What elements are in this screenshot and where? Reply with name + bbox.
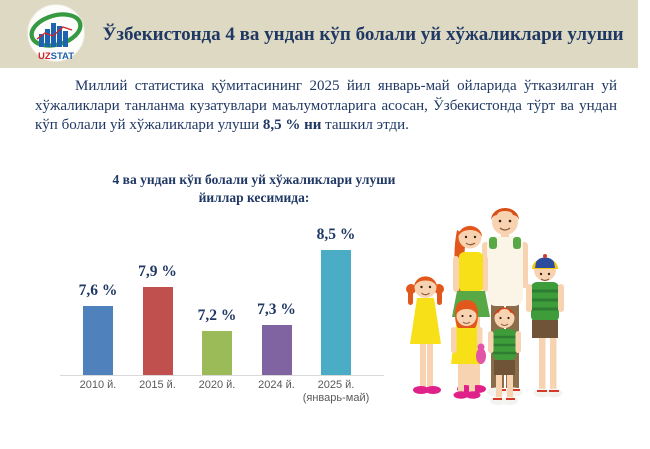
intro-bold-value: 8,5 % ни (262, 117, 322, 133)
bar-2025 й. (321, 250, 351, 375)
chart-title-line1: 4 ва ундан кўп болали уй хўжаликлари улуши (112, 172, 396, 187)
bar-value-label: 7,6 % (78, 282, 118, 299)
x-axis-tick: 2010 й. (79, 379, 117, 391)
page-title: Ўзбекистонда 4 ва ундан кўп болали уй хўжаликлари улуши (102, 23, 624, 45)
bar-2010 й. (83, 306, 113, 375)
intro-paragraph (35, 77, 617, 136)
bar-2024 й. (262, 325, 292, 375)
header-band (0, 0, 638, 68)
family-illustration (393, 196, 598, 422)
x-axis-tick: 2024 й. (258, 379, 295, 391)
logo-text: UZSTAT (37, 51, 75, 62)
x-axis-tick-subline: (январь-май) (302, 392, 370, 404)
bar-value-label: 7,2 % (197, 307, 237, 324)
bar-2015 й. (143, 287, 173, 375)
uzstat-logo-graphic (24, 3, 88, 65)
x-axis-tick: 2015 й. (139, 379, 176, 391)
bar-value-label: 8,5 % (316, 226, 356, 243)
uzstat-logo (24, 3, 88, 65)
son-with-cap-figure (526, 254, 564, 398)
bar-chart (60, 225, 384, 404)
intro-text-before: Миллий статистика қўмитасининг 2025 йил январь-май ойларида ўтказилган уй хўжаликлари танланма кузатувлари маълумотларига асосан, Ўзбекистонда тўрт ва ундан кўп болали уй хўжаликлари улуши (35, 78, 617, 133)
x-axis-tick: 2025 й. (январь-май) (302, 379, 370, 404)
daughter-figure (406, 276, 444, 394)
chart-title-line2: йиллар кесимида: (198, 190, 310, 205)
bar-value-label: 7,3 % (257, 301, 296, 318)
bar-value-label: 7,9 % (138, 263, 177, 280)
intro-text-after: ташкил этди. (321, 117, 409, 133)
x-axis-tick: 2020 й. (198, 379, 236, 391)
bar-2020 й. (202, 331, 232, 375)
